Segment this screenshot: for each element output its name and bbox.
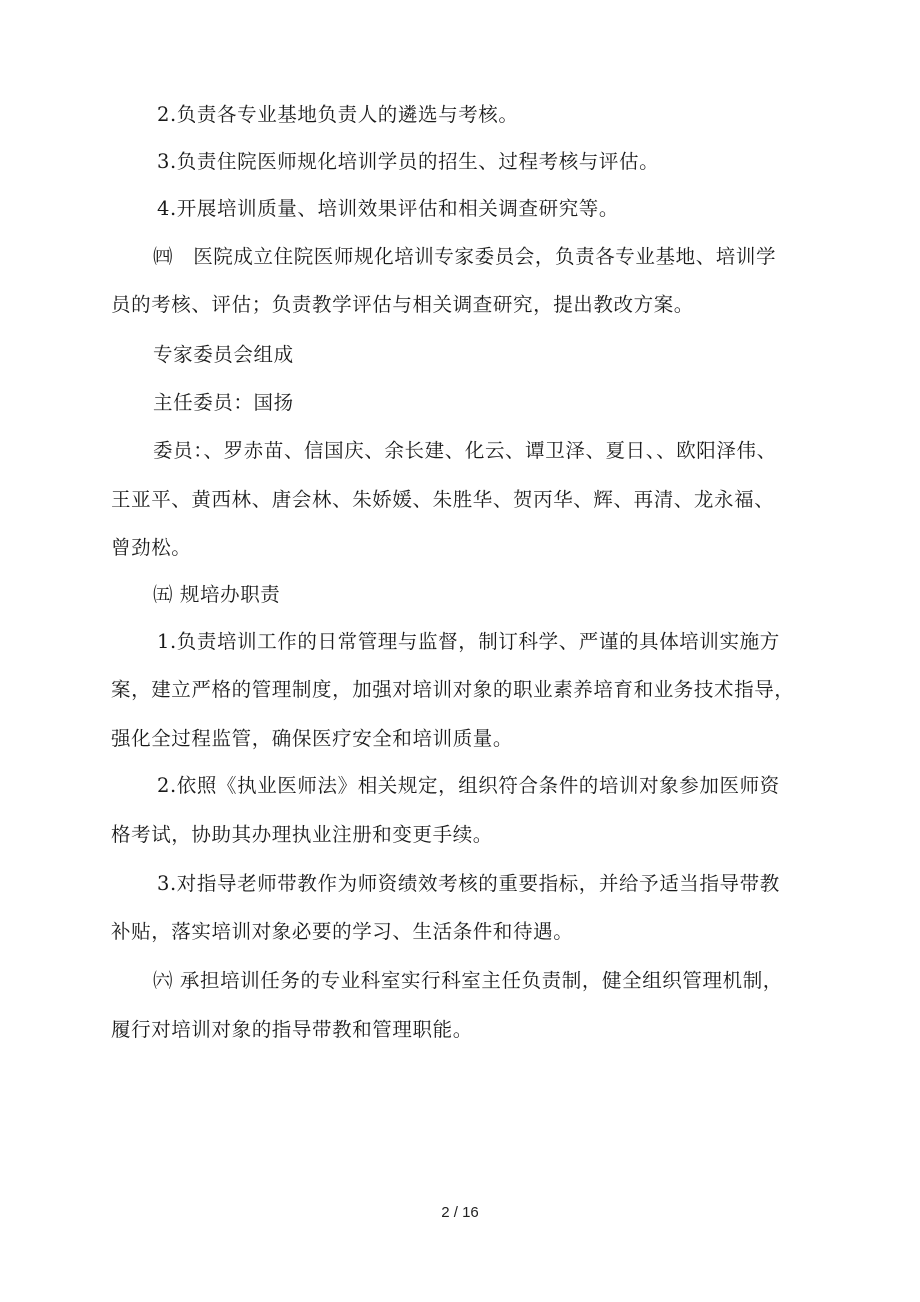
text-line: 补贴，落实培训对象必要的学习、生活条件和待遇。 [111,920,574,943]
text-line: 格考试，协助其办理执业注册和变更手续。 [111,823,493,846]
text-line: 案，建立严格的管理制度，加强对培训对象的职业素养培育和业务技术指导， [111,678,795,701]
section-heading: ㈤ 规培办职责 [153,583,281,606]
text-line: 委员：、罗赤苗、信国庆、余长建、化云、谭卫泽、夏日、、欧阳泽伟、 [153,439,777,462]
text-line: 履行对培训对象的指导带教和管理职能。 [111,1018,473,1041]
text-line: 2.负责各专业基地负责人的遴选与考核。 [157,103,519,126]
text-line: 1.负责培训工作的日常管理与监督，制订科学、严谨的具体培训实施方 [157,630,780,653]
text-line: 强化全过程监管，确保医疗安全和培训质量。 [111,727,514,750]
text-line: 曾劲松。 [111,536,192,559]
text-line: 3.对指导老师带教作为师资绩效考核的重要指标，并给予适当指导带教 [157,872,780,895]
text-line: 员的考核、评估；负责教学评估与相关调查研究，提出教改方案。 [111,293,694,316]
text-line: 主任委员：国扬 [153,391,294,414]
text-line: ㈥ 承担培训任务的专业科室实行科室主任负责制，健全组织管理机制， [153,969,783,992]
text-line: 王亚平、黄西林、唐会林、朱娇媛、朱胜华、贺丙华、辉、再清、龙永福、 [111,488,775,511]
text-line: ㈣ 医院成立住院医师规化培训专家委员会，负责各专业基地、培训学 [153,245,777,268]
text-line: 2.依照《执业医师法》相关规定，组织符合条件的培训对象参加医师资 [157,774,780,797]
page-number: 2 / 16 [441,1204,479,1221]
text-line: 3.负责住院医师规化培训学员的招生、过程考核与评估。 [157,150,660,173]
text-line: 专家委员会组成 [153,343,294,366]
text-line: 4.开展培训质量、培训效果评估和相关调查研究等。 [157,197,620,220]
